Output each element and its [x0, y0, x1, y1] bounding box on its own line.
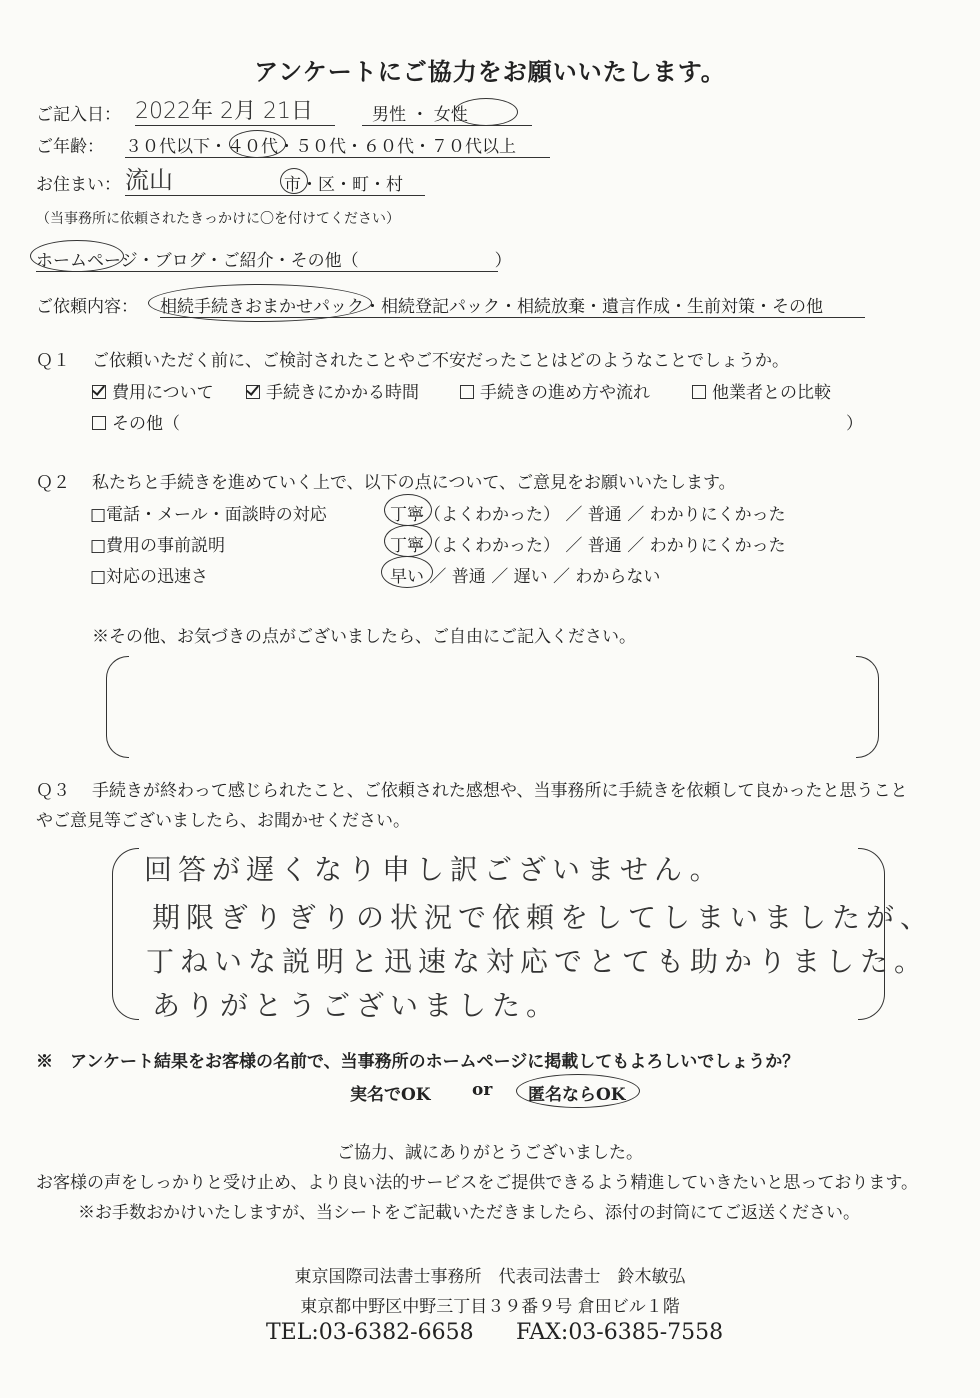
- address-label: お住まい：: [36, 175, 121, 195]
- q2-row1-circle: [384, 494, 432, 526]
- age-selection-circle: [229, 130, 286, 158]
- q2-row2-circle: [384, 525, 432, 557]
- date-label: ご記入日：: [36, 105, 121, 125]
- trigger-options[interactable]: ホームページ・ブログ・ご紹介・その他（ ）: [36, 246, 498, 272]
- q3-answer-line3: 丁ねいな説明と迅速な対応でとても助かりました。: [146, 945, 929, 978]
- q2-note: ※その他、お気づきの点がございましたら、ご自由にご記入ください。: [92, 627, 636, 647]
- checkbox-checked-icon[interactable]: [246, 385, 260, 399]
- q3-answer-line1: 回答が遅くなり申し訳ございません。: [144, 853, 724, 886]
- q2-row3-circle: [381, 556, 433, 588]
- answer-left-bracket: [112, 848, 139, 1020]
- checkbox-icon[interactable]: [92, 416, 106, 430]
- trigger-instruction: （当事務所に依頼されたきっかけに〇を付けてください）: [36, 211, 400, 227]
- closing-message: お客様の声をしっかりと受け止め、より良い法的サービスをご提供できるよう精進していきたいと思っております。: [36, 1173, 918, 1193]
- q3-question-line1: 手続きが終わって感じられたこと、ご依頼された感想や、当事務所に手続きを依頼して良かったと思うこと: [92, 781, 908, 801]
- q1-option-time[interactable]: [246, 378, 419, 403]
- q1-option-process[interactable]: [460, 378, 650, 403]
- footer-fax: FAX:03-6385-7558: [516, 1320, 724, 1345]
- q3-question-line2: やご意見等ございましたら、お聞かせください。: [36, 811, 410, 831]
- closing-thanks: ご協力、誠にありがとうございました。: [337, 1143, 643, 1163]
- request-options[interactable]: 相続手続きおまかせパック・相続登記パック・相続放棄・遺言作成・生前対策・その他: [160, 292, 865, 318]
- address-type-circle: [280, 168, 308, 194]
- q1-other-close: ）: [846, 414, 863, 434]
- consent-selection-circle: [516, 1074, 640, 1108]
- consent-or: or: [472, 1080, 493, 1100]
- date-value[interactable]: 2022年 2月 21日: [135, 94, 335, 126]
- trigger-selection-circle: [30, 240, 124, 272]
- age-label: ご年齢：: [36, 137, 104, 157]
- consent-anonymous[interactable]: 匿名ならOK: [528, 1085, 626, 1105]
- gender-options[interactable]: 男性 ・ 女性: [362, 100, 532, 126]
- checkbox-checked-icon[interactable]: [92, 385, 106, 399]
- request-selection-circle: [148, 284, 372, 322]
- q2-row3-label: □対応の迅速さ: [90, 567, 209, 587]
- q1-option-time-label: 手続きにかかる時間: [266, 383, 419, 403]
- q3-answer-line4: ありがとうございました。: [152, 989, 561, 1022]
- footer-address: 東京都中野区中野三丁目３９番９号 倉田ビル１階: [300, 1297, 680, 1317]
- request-label: ご依頼内容：: [36, 297, 138, 317]
- q3-answer-line2: 期限ぎりぎりの状況で依頼をしてしまいましたが、: [152, 901, 935, 934]
- q3-number: Ｑ３: [36, 781, 70, 801]
- q2-number: Ｑ２: [36, 473, 70, 493]
- q2-row2-options[interactable]: 丁寧（よくわかった） ／ 普通 ／ わかりにくかった: [390, 536, 786, 556]
- q2-row1-label: □電話・メール・面談時の対応: [90, 505, 327, 525]
- age-options[interactable]: ３０代以下・４０代・５０代・６０代・７０代以上: [125, 132, 550, 158]
- q1-option-cost-label: 費用について: [112, 383, 214, 403]
- q1-option-compare[interactable]: [692, 378, 831, 403]
- closing-return-note: ※お手数おかけいたしますが、当シートをご記載いただきましたら、添付の封筒にてご返送ください。: [78, 1203, 860, 1223]
- q2-comment-field[interactable]: [130, 660, 854, 752]
- q1-question: ご依頼いただく前に、ご検討されたことやご不安だったことはどのようなことでしょうか。: [92, 351, 789, 371]
- q2-row1-options[interactable]: 丁寧（よくわかった） ／ 普通 ／ わかりにくかった: [390, 505, 786, 525]
- q2-question: 私たちと手続きを進めていく上で、以下の点について、ご意見をお願いいたします。: [92, 473, 736, 493]
- gender-selection-circle: [454, 98, 518, 126]
- q2-row2-label: □費用の事前説明: [90, 536, 226, 556]
- survey-title: アンケートにご協力をお願いいたします。: [254, 57, 726, 86]
- checkbox-icon[interactable]: [692, 385, 706, 399]
- q1-option-other[interactable]: [92, 409, 180, 434]
- q1-option-cost[interactable]: [92, 378, 214, 403]
- address-city[interactable]: 流山: [125, 160, 425, 196]
- footer-tel: TEL:03-6382-6658: [266, 1320, 474, 1345]
- q1-option-compare-label: 他業者との比較: [712, 383, 831, 403]
- consent-question: ※ アンケート結果をお客様の名前で、当事務所のホームページに掲載してもよろしいでしょうか？: [36, 1052, 800, 1072]
- checkbox-icon[interactable]: [460, 385, 474, 399]
- comment-left-bracket: [106, 656, 129, 758]
- q1-number: Ｑ１: [36, 351, 70, 371]
- q1-option-process-label: 手続きの進め方や流れ: [480, 383, 650, 403]
- consent-real-name[interactable]: 実名でOK: [350, 1085, 431, 1105]
- q1-option-other-label: その他（: [112, 414, 180, 434]
- comment-right-bracket: [856, 656, 879, 758]
- q2-row3-options[interactable]: 早い ／ 普通 ／ 遅い ／ わからない: [390, 567, 661, 587]
- footer-office: 東京国際司法書士事務所 代表司法書士 鈴木敏弘: [294, 1267, 686, 1287]
- address-types: 市・区・町・村: [284, 175, 403, 195]
